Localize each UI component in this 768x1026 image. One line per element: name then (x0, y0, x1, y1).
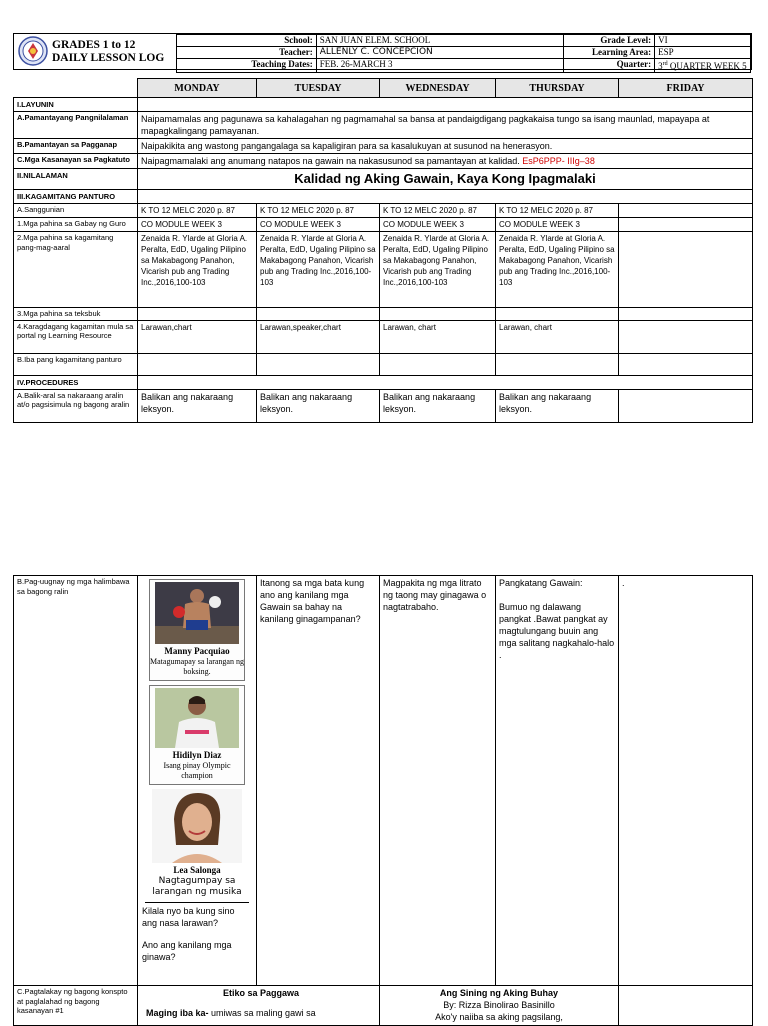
gabay-monday: CO MODULE WEEK 3 (138, 218, 257, 232)
paguugnay-wednesday: Magpakita ng mga litrato ng taong may ginagawa o nagtatrabaho. (380, 576, 496, 986)
label-gabay-ng-guro: 1.Mga pahina sa Gabay ng Guro (14, 218, 138, 232)
pagtalakay-monday-tuesday (138, 986, 380, 1026)
portrait-card (149, 579, 245, 681)
sanggunian-tuesday: K TO 12 MELC 2020 p. 87 (257, 204, 380, 218)
learning-area-value: ESP (655, 47, 751, 59)
teaching-dates-value: FEB. 26-MARCH 3 (316, 59, 564, 73)
logo-block (14, 34, 177, 69)
paguugnay-monday (138, 576, 257, 986)
etiko-text: umiwas sa maling gawi sa (211, 1008, 316, 1018)
paguugnay-question-2: Ano ang kanilang mga ginawa? (142, 940, 232, 962)
karagdagang-thursday: Larawan, chart (496, 320, 619, 353)
portrait-card (142, 789, 252, 903)
section-nilalaman: II.NILALAMAN (14, 169, 138, 190)
day-header-wednesday: WEDNESDAY (380, 79, 496, 98)
pangkatang-gawain-title: Pangkatang Gawain: (499, 578, 583, 588)
label-pag-uugnay: B.Pag-uugnay ng mga halimbawa sa bagong ralin (14, 576, 138, 986)
quarter-value: 3rd QUARTER WEEK 5 (655, 59, 751, 73)
school-label: School: (177, 35, 317, 47)
day-header-tuesday: TUESDAY (257, 79, 380, 98)
lesson-log-table-continued (13, 575, 753, 1026)
balik-wednesday: Balikan ang nakaraang leksyon. (380, 389, 496, 422)
poem-title: Ang Sining ng Aking Buhay (439, 988, 559, 998)
logo-line-2: DAILY LESSON LOG (52, 52, 165, 64)
etiko-term: Maging iba ka- (146, 1008, 209, 1018)
gabay-tuesday: CO MODULE WEEK 3 (257, 218, 380, 232)
pamantayan-sa-pagganap-text: Naipakikita ang wastong pangangalaga sa kapaligiran para sa kasalukuyan at susunod na henerasyon. (138, 139, 753, 154)
day-header-thursday: THURSDAY (496, 79, 619, 98)
school-value: SAN JUAN ELEM. SCHOOL (316, 35, 564, 47)
label-balik-aral: A.Balik-aral sa nakaraang aralin at/o pagsisimula ng bagong aralin (14, 389, 138, 422)
balik-monday: Balikan ang nakaraang leksyon. (138, 389, 257, 422)
teacher-label: Teacher: (177, 47, 317, 59)
singer-photo-icon (152, 789, 242, 863)
label-teksbuk: 3.Mga pahina sa teksbuk (14, 308, 138, 321)
label-pamantayang-pangnilalaman: A.Pamantayang Pangnilalaman (14, 112, 138, 139)
pangkatang-gawain-body: Bumuo ng dalawang pangkat .Bawat pangkat ay magtulungang buuin ang mga salitang nagkahalo-halo . (499, 602, 615, 660)
balik-tuesday: Balikan ang nakaraang leksyon. (257, 389, 380, 422)
dll-header (13, 33, 752, 70)
label-karagdagang-kagamitan: 4.Karagdagang kagamitan mula sa portal ng Learning Resource (14, 320, 138, 353)
kagamitang-tuesday: Zenaida R. Ylarde at Gloria A. Peralta, EdD, Ugaling Pilipino sa Makabagong Panahon, Vicarish pub ang Trading Inc.,2016,100-103 (257, 232, 380, 308)
balik-thursday: Balikan ang nakaraang leksyon. (496, 389, 619, 422)
sanggunian-thursday: K TO 12 MELC 2020 p. 87 (496, 204, 619, 218)
kasanayan-text: Naipagmamalaki ang anumang natapos na gawain na nakasusunod sa pamantayan at kalidad. (141, 156, 520, 166)
section-procedures: IV.PROCEDURES (14, 375, 138, 389)
kasanayan-text-cell (138, 154, 753, 169)
label-iba-pang-kagamitan: B.Iba pang kagamitang panturo (14, 353, 138, 375)
portrait-name: Hidilyn Diaz (172, 750, 222, 760)
lesson-log-table (13, 78, 753, 423)
paguugnay-friday: . (619, 576, 753, 986)
poem-author: By: Rizza Binolirao Basinillo (443, 1000, 555, 1010)
label-pagtalakay: C.Pagtalakay ng bagong konspto at paglalahad ng bagong kasanayan #1 (14, 986, 138, 1026)
label-kasanayan-sa-pagkatuto: C.Mga Kasanayan sa Pagkatuto (14, 154, 138, 169)
pamantayang-pangnilalaman-text: Naipamamalas ang pagunawa sa kahalagahan ng pagmamahal sa bansa at pandaigdigang pagkakaisa tungo sa isang maunlad, mapayapa at mapagkalingang pamayanan. (138, 112, 753, 139)
portrait-name: Lea Salonga (173, 865, 221, 875)
paguugnay-question-1: Kilala nyo ba kung sino ang nasa larawan? (142, 906, 235, 928)
gabay-thursday: CO MODULE WEEK 3 (496, 218, 619, 232)
karagdagang-wednesday: Larawan, chart (380, 320, 496, 353)
quarter-label: Quarter: (564, 59, 655, 73)
grade-level-label: Grade Level: (564, 35, 655, 47)
sanggunian-wednesday: K TO 12 MELC 2020 p. 87 (380, 204, 496, 218)
weightlifter-photo-icon (155, 688, 239, 748)
learning-area-label: Learning Area: (564, 47, 655, 59)
section-layunin: I.LAYUNIN (14, 98, 138, 112)
logo-line-1: GRADES 1 to 12 (52, 39, 136, 51)
teacher-value: ALLENLY C. CONCEPCION (316, 47, 564, 59)
header-meta-table (176, 34, 751, 73)
grade-level-value: VI (655, 35, 751, 47)
portrait-caption: Nagtagumpay sa larangan ng musika (152, 876, 242, 897)
karagdagang-tuesday: Larawan,speaker,chart (257, 320, 380, 353)
karagdagang-monday: Larawan,chart (138, 320, 257, 353)
competency-code: EsP6PPP- IIIg–38 (522, 156, 595, 166)
portrait-caption: Isang pinay Olympic champion (163, 761, 231, 780)
kagamitang-wednesday: Zenaida R. Ylarde at Gloria A. Peralta, EdD, Ugaling Pilipino sa Makabagong Panahon, Vicarish pub ang Trading Inc.,2016,100-103 (380, 232, 496, 308)
deped-seal-icon (18, 36, 48, 66)
gabay-wednesday: CO MODULE WEEK 3 (380, 218, 496, 232)
paguugnay-thursday (496, 576, 619, 986)
label-pamantayan-sa-pagganap: B.Pamantayan sa Pagganap (14, 139, 138, 154)
etiko-title: Etiko sa Paggawa (222, 988, 300, 998)
lesson-theme-title: Kalidad ng Aking Gawain, Kaya Kong Ipagmalaki (138, 169, 753, 190)
paguugnay-tuesday: Itanong sa mga bata kung ano ang kanilang mga Gawain sa bahay na kanilang ginagampanan? (257, 576, 380, 986)
day-header-monday: MONDAY (138, 79, 257, 98)
kagamitang-thursday: Zenaida R. Ylarde at Gloria A. Peralta, EdD, Ugaling Pilipino sa Makabagong Panahon, Vicarish pub ang Trading Inc.,2016,100-103 (496, 232, 619, 308)
portrait-name: Manny Pacquiao (164, 646, 230, 656)
section-kagamitang-panturo: III.KAGAMITANG PANTURO (14, 190, 138, 204)
kagamitang-monday: Zenaida R. Ylarde at Gloria A. Peralta, EdD, Ugaling Pilipino sa Makabagong Panahon, Vicarish pub ang Trading Inc.,2016,100-103 (138, 232, 257, 308)
poem-first-line: Ako'y naiiba sa aking pagsilang, (435, 1012, 563, 1022)
portrait-card (149, 685, 245, 785)
pagtalakay-wednesday-thursday (380, 986, 619, 1026)
label-kagamitang-pang-mag-aaral: 2.Mga pahina sa kagamitang pang-mag-aaral (14, 232, 138, 308)
label-sanggunian: A.Sanggunian (14, 204, 138, 218)
day-header-friday: FRIDAY (619, 79, 753, 98)
boxer-photo-icon (155, 582, 239, 644)
portrait-caption: Matagumapay sa larangan ng boksing. (150, 657, 244, 676)
teaching-dates-label: Teaching Dates: (177, 59, 317, 73)
sanggunian-monday: K TO 12 MELC 2020 p. 87 (138, 204, 257, 218)
